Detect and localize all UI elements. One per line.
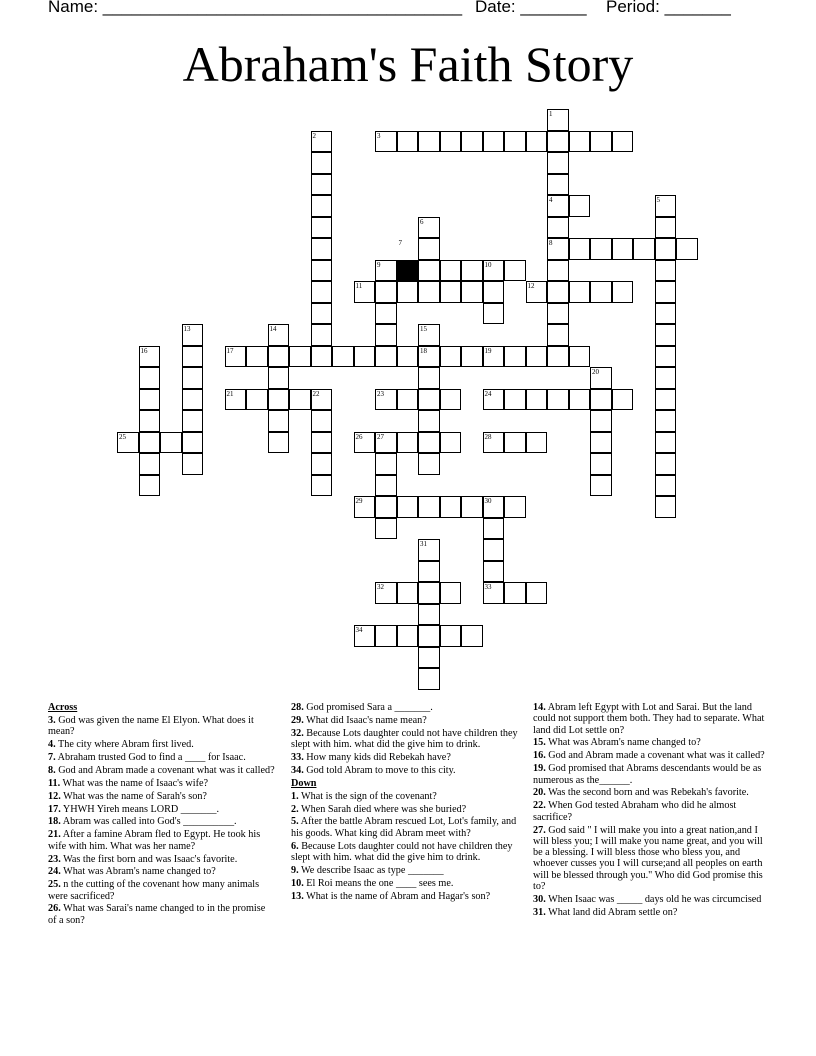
clue-number-label: 33 xyxy=(484,583,492,591)
clue-item xyxy=(48,778,276,789)
crossword-cell[interactable] xyxy=(590,410,612,432)
crossword-cell[interactable] xyxy=(397,389,419,411)
clue-number: 21. xyxy=(48,829,61,841)
clue-text: What was the name of Sarah's son? xyxy=(60,790,207,802)
crossword-cell[interactable] xyxy=(547,324,569,346)
crossword-cell[interactable] xyxy=(418,367,440,389)
clue-number-label: 24 xyxy=(484,389,492,398)
crossword-cell[interactable] xyxy=(246,389,268,411)
clue-text: What did Isaac's name mean? xyxy=(303,714,427,726)
clue-text: Abram left Egypt with Lot and Sarai. But the land could not support them both. They had to separate. What land did Lot settle on? xyxy=(533,702,765,736)
crossword-cell[interactable] xyxy=(526,346,548,368)
crossword-cell[interactable] xyxy=(655,367,677,389)
clue-number: 27. xyxy=(533,824,546,836)
crossword-cell[interactable] xyxy=(375,324,397,346)
crossword-cell[interactable] xyxy=(655,432,677,454)
clue-text: God and Abram made a covenant what was it called? xyxy=(545,750,765,762)
clue-text: God told Abram to move to this city. xyxy=(303,764,456,776)
crossword-cell[interactable] xyxy=(526,131,548,153)
clue-text: Because Lots daughter could not have children they slept with him. what did the give him to drink. xyxy=(291,840,513,863)
crossword-cell[interactable] xyxy=(461,496,483,518)
clue-item xyxy=(48,804,276,815)
clue-number: 24. xyxy=(48,866,61,878)
name-field[interactable]: Name: ______________________________________ xyxy=(48,0,463,16)
crossword-cell[interactable] xyxy=(268,410,290,432)
clue-number: 28. xyxy=(291,702,304,713)
crossword-cell[interactable] xyxy=(483,281,505,303)
crossword-cell[interactable] xyxy=(397,131,419,153)
crossword-cell[interactable] xyxy=(547,152,569,174)
crossword-cell[interactable] xyxy=(397,625,419,647)
crossword-cell[interactable] xyxy=(590,432,612,454)
crossword-cell[interactable] xyxy=(418,561,440,583)
clue-item xyxy=(48,765,276,776)
crossword-cell[interactable] xyxy=(504,496,526,518)
crossword-cell[interactable] xyxy=(526,582,548,604)
crossword-cell[interactable] xyxy=(483,303,505,325)
clue-number-label: 28 xyxy=(484,432,492,441)
crossword-cell[interactable] xyxy=(612,131,634,153)
clue-text: Because Lots daughter could not have children they slept with him. what did the give him to drink. xyxy=(291,727,518,751)
clue-item xyxy=(291,791,519,802)
crossword-cell[interactable] xyxy=(268,367,290,389)
crossword-cell[interactable] xyxy=(504,582,526,604)
crossword-cell[interactable] xyxy=(655,238,677,260)
clue-number-label: 2 xyxy=(312,131,316,140)
crossword-cell[interactable] xyxy=(397,496,419,518)
crossword-cell[interactable] xyxy=(311,260,333,282)
crossword-cell[interactable] xyxy=(375,496,397,518)
crossword-cell[interactable] xyxy=(311,174,333,196)
clue-text: When God tested Abraham who did he almost sacrifice? xyxy=(533,800,737,823)
clue-number-label: 25 xyxy=(119,432,126,441)
crossword-cell[interactable] xyxy=(354,346,376,368)
crossword-cell[interactable] xyxy=(483,131,505,153)
clue-number-label: 32 xyxy=(377,583,384,591)
crossword-cell[interactable] xyxy=(418,238,440,260)
clue-text: What is the sign of the covenant? xyxy=(298,790,437,802)
clue-number: 5. xyxy=(291,816,299,828)
clue-text: What was Abram's name changed to? xyxy=(545,737,701,749)
crossword-cell[interactable] xyxy=(547,281,569,303)
crossword-cell[interactable] xyxy=(547,174,569,196)
crossword-cell[interactable] xyxy=(526,432,548,454)
clue-number-label: 16 xyxy=(140,346,148,355)
crossword-cell[interactable] xyxy=(655,260,677,282)
clue-text: We describe Isaac as type _______ xyxy=(298,864,444,876)
crossword-cell[interactable] xyxy=(547,346,569,368)
clue-number: 25. xyxy=(48,879,61,891)
clue-item xyxy=(291,804,519,815)
clue-item xyxy=(291,816,519,839)
clue-number-label: 29 xyxy=(355,497,363,505)
clue-number: 15. xyxy=(533,737,546,749)
clue-item xyxy=(291,878,519,889)
crossword-cell[interactable] xyxy=(504,260,526,282)
clue-number-label: 10 xyxy=(484,260,492,269)
crossword-cell[interactable] xyxy=(633,238,655,260)
crossword-cell[interactable] xyxy=(246,346,268,368)
crossword-cell[interactable] xyxy=(139,367,161,389)
crossword-cell[interactable] xyxy=(504,389,526,411)
crossword-cell[interactable] xyxy=(139,475,161,497)
clue-item xyxy=(48,903,276,926)
crossword-cell[interactable] xyxy=(375,281,397,303)
crossword-cell[interactable] xyxy=(268,432,290,454)
clue-item xyxy=(291,715,519,726)
down-clue-list-continued xyxy=(533,702,765,918)
crossword-cell[interactable] xyxy=(655,389,677,411)
clue-number: 33. xyxy=(291,751,304,763)
crossword-cell[interactable] xyxy=(311,346,333,368)
crossword-cell[interactable] xyxy=(655,496,677,518)
clue-item xyxy=(533,750,765,761)
clue-number-label: 6 xyxy=(420,217,424,226)
clue-number-label: 20 xyxy=(592,368,599,376)
crossword-cell[interactable] xyxy=(590,475,612,497)
crossword-cell[interactable] xyxy=(526,389,548,411)
clue-number-label: 27 xyxy=(377,432,384,441)
crossword-cell[interactable] xyxy=(440,582,462,604)
crossword-cell[interactable] xyxy=(418,131,440,153)
crossword-cell[interactable] xyxy=(418,668,440,690)
clue-number-label: 4 xyxy=(549,196,553,204)
crossword-cell[interactable] xyxy=(311,238,333,260)
crossword-cell[interactable] xyxy=(397,346,419,368)
down-clue-list xyxy=(291,791,519,902)
across-heading: Across xyxy=(48,702,78,713)
clue-item xyxy=(48,816,276,827)
clue-number: 7. xyxy=(48,751,56,763)
clue-text: Was the second born and was Rebekah's favorite. xyxy=(545,787,749,799)
crossword-cell[interactable] xyxy=(440,432,462,454)
clue-number-label: 34 xyxy=(355,626,363,634)
crossword-cell[interactable] xyxy=(182,346,204,368)
crossword-cell[interactable] xyxy=(461,346,483,368)
clue-text: What was the name of Isaac's wife? xyxy=(60,777,209,789)
crossword-cell[interactable] xyxy=(182,432,204,454)
crossword-cell[interactable] xyxy=(311,303,333,325)
crossword-cell[interactable] xyxy=(182,453,204,475)
clue-item xyxy=(48,715,276,738)
clue-number-label: 1 xyxy=(549,110,553,118)
clue-number: 2. xyxy=(291,803,299,815)
clue-number-label: 12 xyxy=(527,282,535,290)
clue-number-label: 5 xyxy=(656,196,660,204)
crossword-cell[interactable] xyxy=(418,260,440,282)
clue-number: 1. xyxy=(291,790,299,802)
clue-number-label: 13 xyxy=(183,325,191,333)
crossword-cell[interactable] xyxy=(440,260,462,282)
crossword-cell[interactable] xyxy=(440,131,462,153)
clue-text: YHWH Yireh means LORD _______. xyxy=(60,803,219,815)
crossword-cell[interactable] xyxy=(547,389,569,411)
clue-item xyxy=(291,891,519,902)
clues-column-3 xyxy=(533,702,765,920)
clue-item xyxy=(48,854,276,865)
clue-text: When Isaac was _____ days old he was circumcised xyxy=(545,893,762,905)
crossword-cell[interactable] xyxy=(569,195,591,217)
crossword-cell[interactable] xyxy=(590,238,612,260)
crossword-cell[interactable] xyxy=(590,131,612,153)
clue-number: 13. xyxy=(291,890,304,902)
crossword-cell[interactable] xyxy=(418,647,440,669)
crossword-cell[interactable] xyxy=(268,346,290,368)
clue-number: 6. xyxy=(291,840,299,852)
clue-text: Was the first born and was Isaac's favorite. xyxy=(60,853,238,865)
crossword-cell[interactable] xyxy=(182,410,204,432)
crossword-cell[interactable] xyxy=(418,410,440,432)
crossword-cell[interactable] xyxy=(483,561,505,583)
clue-text: How many kids did Rebekah have? xyxy=(303,751,451,763)
clue-item xyxy=(48,879,276,902)
crossword-cell[interactable] xyxy=(139,453,161,475)
clue-number: 12. xyxy=(48,790,61,802)
crossword-cell[interactable] xyxy=(504,131,526,153)
crossword-cell[interactable] xyxy=(375,475,397,497)
clue-number: 17. xyxy=(48,803,61,815)
clue-number-label: 18 xyxy=(420,346,427,355)
clue-item xyxy=(48,752,276,763)
clue-item xyxy=(533,894,765,905)
period-field[interactable]: Period: _______ xyxy=(606,0,731,16)
clue-number: 18. xyxy=(48,816,61,828)
clue-item xyxy=(533,702,765,736)
clue-number-label: 3 xyxy=(377,131,381,140)
clue-item xyxy=(533,907,765,918)
clue-item xyxy=(291,765,519,776)
down-heading: Down xyxy=(291,777,317,789)
crossword-cell[interactable] xyxy=(418,389,440,411)
clue-number-label: 21 xyxy=(226,389,234,398)
clue-number: 20. xyxy=(533,787,546,799)
crossword-cell[interactable] xyxy=(139,410,161,432)
clue-item xyxy=(48,739,276,750)
clue-number-label: 7 xyxy=(398,239,402,247)
clue-item xyxy=(291,702,519,713)
clue-text: After a famine Abram fled to Egypt. He took his wife with him. What was her name? xyxy=(48,829,261,852)
blocked-cell xyxy=(397,260,419,282)
crossword-cell[interactable] xyxy=(418,582,440,604)
crossword-cell[interactable] xyxy=(311,324,333,346)
crossword-cell[interactable] xyxy=(655,410,677,432)
crossword-cell[interactable] xyxy=(612,389,634,411)
clue-text: What was Sarai's name changed to in the promise of a son? xyxy=(48,903,266,926)
crossword-cell[interactable] xyxy=(311,432,333,454)
crossword-cell[interactable] xyxy=(375,303,397,325)
clue-number-label: 8 xyxy=(549,239,553,247)
clue-number: 23. xyxy=(48,853,61,865)
crossword-cell[interactable] xyxy=(139,432,161,454)
crossword-cell[interactable] xyxy=(311,217,333,239)
clue-number: 19. xyxy=(533,763,546,775)
crossword-cell[interactable] xyxy=(375,346,397,368)
crossword-cell[interactable] xyxy=(332,346,354,368)
crossword-cell[interactable] xyxy=(461,625,483,647)
clue-number: 29. xyxy=(291,714,304,726)
crossword-cell[interactable] xyxy=(655,217,677,239)
clue-number-label: 31 xyxy=(420,540,427,548)
crossword-cell[interactable] xyxy=(375,518,397,540)
crossword-cell[interactable] xyxy=(547,260,569,282)
clue-text: What land did Abram settle on? xyxy=(545,906,678,918)
clue-text: When Sarah died where was she buried? xyxy=(298,803,467,815)
crossword-cell[interactable] xyxy=(547,131,569,153)
clue-item xyxy=(291,752,519,763)
clue-number: 31. xyxy=(533,906,546,918)
crossword-cell[interactable] xyxy=(676,238,698,260)
crossword-cell[interactable] xyxy=(311,410,333,432)
crossword-cell[interactable] xyxy=(655,346,677,368)
crossword-cell[interactable] xyxy=(655,303,677,325)
crossword-cell[interactable] xyxy=(397,582,419,604)
crossword-cell[interactable] xyxy=(418,625,440,647)
clue-text: El Roi means the one ____ sees me. xyxy=(303,877,454,889)
clues-column-1 xyxy=(48,702,276,928)
clue-item xyxy=(533,825,765,893)
crossword-cell[interactable] xyxy=(590,389,612,411)
date-field[interactable]: Date: _______ xyxy=(475,0,587,16)
crossword-cell[interactable] xyxy=(547,217,569,239)
clue-number-label: 22 xyxy=(312,389,320,398)
clue-number: 34. xyxy=(291,764,304,776)
crossword-cell[interactable] xyxy=(311,195,333,217)
clue-number-label: 30 xyxy=(484,497,492,505)
clue-text: n the cutting of the covenant how many animals were sacrificed? xyxy=(48,879,260,902)
clue-text: The city where Abram first lived. xyxy=(55,739,194,751)
clue-number-label: 19 xyxy=(484,346,492,355)
clue-number-label: 23 xyxy=(377,389,384,398)
clue-text: God and Abram made a covenant what was it called? xyxy=(55,764,275,776)
clue-item xyxy=(533,800,765,823)
clue-number: 11. xyxy=(48,777,61,789)
clue-text: God promised Sara a _______. xyxy=(303,702,433,713)
clue-item xyxy=(291,728,519,751)
clue-item xyxy=(533,787,765,798)
crossword-cell[interactable] xyxy=(160,432,182,454)
crossword-cell[interactable] xyxy=(268,389,290,411)
clue-number-label: 14 xyxy=(269,325,277,333)
crossword-cell[interactable] xyxy=(182,367,204,389)
crossword-cell[interactable] xyxy=(440,346,462,368)
crossword-cell[interactable] xyxy=(504,432,526,454)
across-clue-list-continued xyxy=(291,702,519,776)
crossword-cell[interactable] xyxy=(375,453,397,475)
crossword-cell[interactable] xyxy=(590,281,612,303)
clue-number-label: 17 xyxy=(226,346,234,355)
clue-number: 32. xyxy=(291,727,304,739)
crossword-cell[interactable] xyxy=(418,432,440,454)
crossword-cell[interactable] xyxy=(289,346,311,368)
clue-item xyxy=(291,865,519,876)
clue-number: 14. xyxy=(533,702,546,713)
crossword-cell[interactable] xyxy=(547,303,569,325)
clue-text: God said " I will make you into a great nation,and I will bless you; I will make you name great, and you will be a blessing. I will bless those who bless you, and whoever cusses you I will curse;and all peoples on earth will be blessed through you." Who did God promise this to? xyxy=(533,824,763,893)
crossword-cell[interactable] xyxy=(311,152,333,174)
crossword-cell[interactable] xyxy=(655,453,677,475)
crossword-cell[interactable] xyxy=(569,281,591,303)
clue-number: 9. xyxy=(291,864,299,876)
crossword-cell[interactable] xyxy=(440,496,462,518)
clue-text: What is the name of Abram and Hagar's son? xyxy=(303,890,491,902)
clue-number: 4. xyxy=(48,739,56,751)
crossword-cell[interactable] xyxy=(461,260,483,282)
crossword-cell[interactable] xyxy=(655,281,677,303)
crossword-cell[interactable] xyxy=(612,238,634,260)
crossword-cell[interactable] xyxy=(397,432,419,454)
clue-number-label: 11 xyxy=(355,282,363,290)
clue-text: Abraham trusted God to find a ____ for Isaac. xyxy=(55,751,246,763)
clue-number: 3. xyxy=(48,714,56,726)
clue-text: God was given the name El Elyon. What does it mean? xyxy=(48,714,254,738)
crossword-cell[interactable] xyxy=(655,475,677,497)
clue-number: 26. xyxy=(48,903,61,915)
crossword-cell[interactable] xyxy=(569,238,591,260)
page-title: Abraham's Faith Story xyxy=(182,36,634,92)
crossword-cell[interactable] xyxy=(612,281,634,303)
clue-text: After the battle Abram rescued Lot, Lot's family, and his goods. What king did Abram meet with? xyxy=(291,816,517,839)
crossword-cell[interactable] xyxy=(483,518,505,540)
crossword-cell[interactable] xyxy=(397,281,419,303)
crossword-cell[interactable] xyxy=(504,346,526,368)
crossword-cell[interactable] xyxy=(440,389,462,411)
clue-number: 10. xyxy=(291,877,304,889)
crossword-cell[interactable] xyxy=(311,475,333,497)
crossword-cell[interactable] xyxy=(418,604,440,626)
crossword-cell[interactable] xyxy=(182,389,204,411)
clue-item xyxy=(533,737,765,748)
crossword-cell[interactable] xyxy=(289,389,311,411)
crossword-cell[interactable] xyxy=(375,625,397,647)
crossword-cell[interactable] xyxy=(418,453,440,475)
crossword-cell[interactable] xyxy=(440,281,462,303)
crossword-cell[interactable] xyxy=(569,131,591,153)
clue-text: What was Abram's name changed to? xyxy=(60,866,216,878)
crossword-cell[interactable] xyxy=(483,539,505,561)
crossword-cell[interactable] xyxy=(139,389,161,411)
clue-text: God promised that Abrams descendants would be as numerous as the______. xyxy=(533,763,762,786)
crossword-cell[interactable] xyxy=(418,281,440,303)
crossword-cell[interactable] xyxy=(655,324,677,346)
crossword-cell[interactable] xyxy=(569,346,591,368)
clue-item xyxy=(533,763,765,786)
clue-number-label: 15 xyxy=(420,325,427,333)
clue-number-label: 9 xyxy=(377,260,381,269)
across-clue-list xyxy=(48,715,276,926)
clue-number: 16. xyxy=(533,750,546,762)
clue-number: 8. xyxy=(48,764,56,776)
clue-item xyxy=(291,841,519,864)
clue-item xyxy=(48,791,276,802)
crossword-cell[interactable] xyxy=(590,453,612,475)
clue-item xyxy=(48,866,276,877)
clue-item xyxy=(48,829,276,852)
crossword-cell[interactable] xyxy=(461,131,483,153)
clue-text: Abram was called into God's __________. xyxy=(60,816,237,828)
clues-column-2 xyxy=(291,702,519,903)
crossword-cell[interactable] xyxy=(569,389,591,411)
clue-number: 22. xyxy=(533,800,546,812)
crossword-cell[interactable] xyxy=(440,625,462,647)
crossword-cell[interactable] xyxy=(461,281,483,303)
clue-number-label: 26 xyxy=(355,432,363,441)
crossword-cell[interactable] xyxy=(418,496,440,518)
crossword-cell[interactable] xyxy=(311,281,333,303)
crossword-cell[interactable] xyxy=(311,453,333,475)
clue-number: 30. xyxy=(533,893,546,905)
